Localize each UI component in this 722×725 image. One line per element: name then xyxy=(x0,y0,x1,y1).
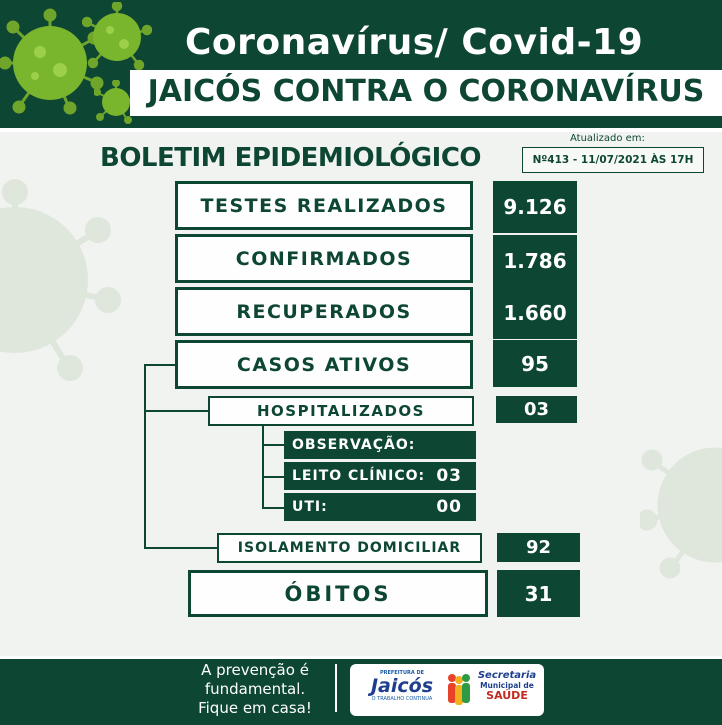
secretaria-logo-line2: Municipal de xyxy=(480,681,534,690)
ativos-label: CASOS ATIVOS xyxy=(175,340,473,389)
tree-line-hosp xyxy=(144,410,210,412)
leito-label: LEITO CLÍNICO: xyxy=(292,468,426,484)
prevention-line-2: fundamental. xyxy=(204,680,306,698)
isolamento-label: ISOLAMENTO DOMICILIAR xyxy=(217,533,482,563)
updated-value: Nº413 - 11/07/2021 ÀS 17H xyxy=(522,147,704,173)
recuperados-value: 1.660 xyxy=(493,287,577,339)
leito-row xyxy=(284,462,476,490)
secretaria-logo xyxy=(472,670,542,702)
testes-value: 9.126 xyxy=(493,181,577,233)
recuperados-label: RECUPERADOS xyxy=(175,287,473,336)
prefeitura-logo-name: Jaicós xyxy=(370,675,434,697)
observacao-label: OBSERVAÇÃO: xyxy=(292,437,416,453)
prevention-line-3: Fique em casa! xyxy=(198,699,312,717)
uti-value: 00 xyxy=(436,497,462,517)
tree-line-observacao xyxy=(262,444,284,446)
hospitalizados-label: HOSPITALIZADOS xyxy=(208,396,474,426)
tree-line-isolamento xyxy=(144,547,218,549)
secretaria-logo-line3: SAÚDE xyxy=(486,689,528,702)
obitos-label: ÓBITOS xyxy=(188,570,488,617)
hospitalizados-value: 03 xyxy=(496,396,577,423)
bulletin-title: BOLETIM EPIDEMIOLÓGICO xyxy=(100,143,482,173)
observacao-row xyxy=(284,431,476,459)
confirmados-value: 1.786 xyxy=(493,235,577,287)
prefeitura-logo-tagline: O TRABALHO CONTINUA xyxy=(371,696,433,702)
virus-icon-medium xyxy=(82,2,152,72)
virus-watermark-left xyxy=(0,170,130,390)
tree-line-ativos xyxy=(144,364,178,366)
virus-watermark-right xyxy=(640,430,722,580)
footer-divider xyxy=(335,664,337,712)
obitos-value: 31 xyxy=(497,570,580,617)
tree-line-leito xyxy=(262,476,284,478)
updated-label: Atualizado em: xyxy=(570,133,645,144)
people-icon xyxy=(446,672,472,708)
uti-row xyxy=(284,493,476,521)
prevention-message xyxy=(180,661,330,718)
header-title: Coronavírus/ Covid-19 xyxy=(185,22,644,63)
testes-label: TESTES REALIZADOS xyxy=(175,181,473,230)
uti-label: UTI: xyxy=(292,499,328,515)
header-subtitle: JAICÓS CONTRA O CORONAVÍRUS xyxy=(147,74,705,109)
prefeitura-logo-top: PREFEITURA DE xyxy=(379,670,425,676)
prefeitura-logo xyxy=(360,670,444,702)
prevention-line-1: A prevenção é xyxy=(201,661,309,679)
leito-value: 03 xyxy=(436,466,462,486)
tree-line-sub-vertical xyxy=(262,424,264,508)
tree-line-main-vertical xyxy=(144,364,146,548)
tree-line-uti xyxy=(262,507,284,509)
secretaria-logo-line1: Secretaria xyxy=(477,670,537,681)
isolamento-value: 92 xyxy=(497,533,580,562)
confirmados-label: CONFIRMADOS xyxy=(175,234,473,283)
ativos-value: 95 xyxy=(493,340,577,387)
